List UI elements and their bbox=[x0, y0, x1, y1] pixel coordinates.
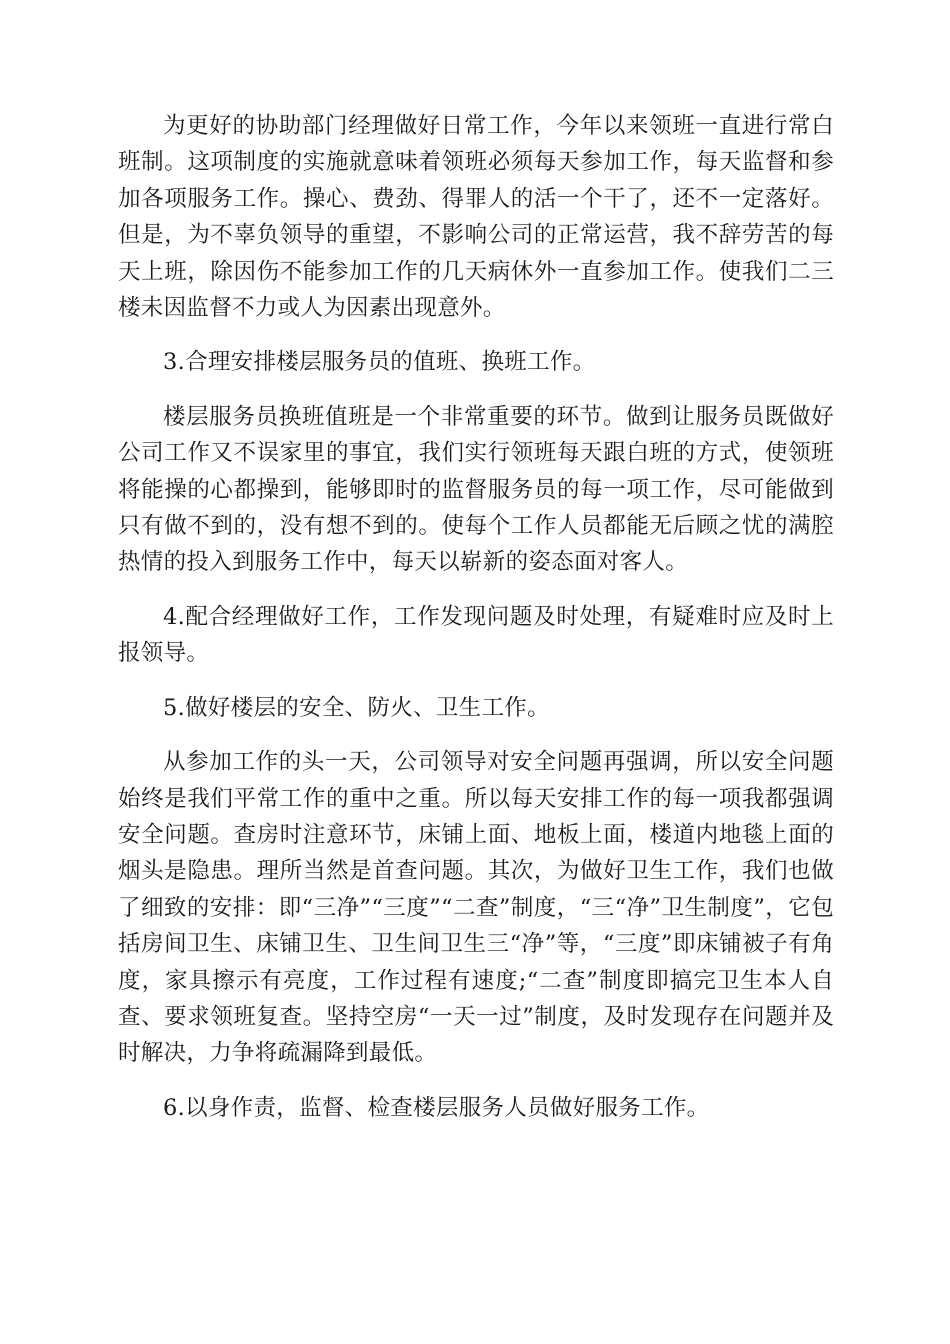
paragraph-shift-arrangement: 楼层服务员换班值班是一个非常重要的环节。做到让服务员既做好公司工作又不误家里的事宜，我们实行领班每天跟白班的方式，使领班将能操的心都操到，能够即时的监督服务员的每一项工作，尽可能做到只有做不到的，没有想不到的。使每个工作人员都能无后顾之忧的满腔热情的投入到服务工作中，每天以崭新的姿态面对客人。 bbox=[118, 403, 834, 576]
heading-item-4: 4.配合经理做好工作，工作发现问题及时处理，有疑难时应及时上报领导。 bbox=[118, 603, 834, 667]
paragraph-safety-hygiene: 从参加工作的头一天，公司领导对安全问题再强调，所以安全问题始终是我们平常工作的重中之重。所以每天安排工作的每一项我都强调安全问题。查房时注意环节，床铺上面、地板上面，楼道内地毯上面的烟头是隐患。理所当然是首查问题。其次，为做好卫生工作，我们也做了细致的安排：即“三净”“三度”“二查”制度，“三“净”卫生制度”，它包括房间卫生、床铺卫生、卫生间卫生三“净”等，“三度”即床铺被子有角度，家具擦示有亮度，工作过程有速度;“二查”制度即搞完卫生本人自查、要求领班复查。坚持空房“一天一过”制度，及时发现存在问题并及时解决，力争将疏漏降到最低。 bbox=[118, 749, 834, 1067]
paragraph-leader-day-shift: 为更好的协助部门经理做好日常工作，今年以来领班一直进行常白班制。这项制度的实施就意味着领班必须每天参加工作，每天监督和参加各项服务工作。操心、费劲、得罪人的活一个干了，还不一定落好。但是，为不辜负领导的重望，不影响公司的正常运营，我不辞劳苦的每天上班，除因伤不能参加工作的几天病休外一直参加工作。使我们二三楼未因监督不力或人为因素出现意外。 bbox=[118, 113, 834, 322]
heading-item-3: 3.合理安排楼层服务员的值班、换班工作。 bbox=[163, 349, 596, 376]
document-body bbox=[118, 108, 834, 1144]
heading-item-6: 6.以身作责，监督、检查楼层服务人员做好服务工作。 bbox=[163, 1094, 710, 1121]
heading-item-5: 5.做好楼层的安全、防火、卫生工作。 bbox=[163, 694, 550, 721]
